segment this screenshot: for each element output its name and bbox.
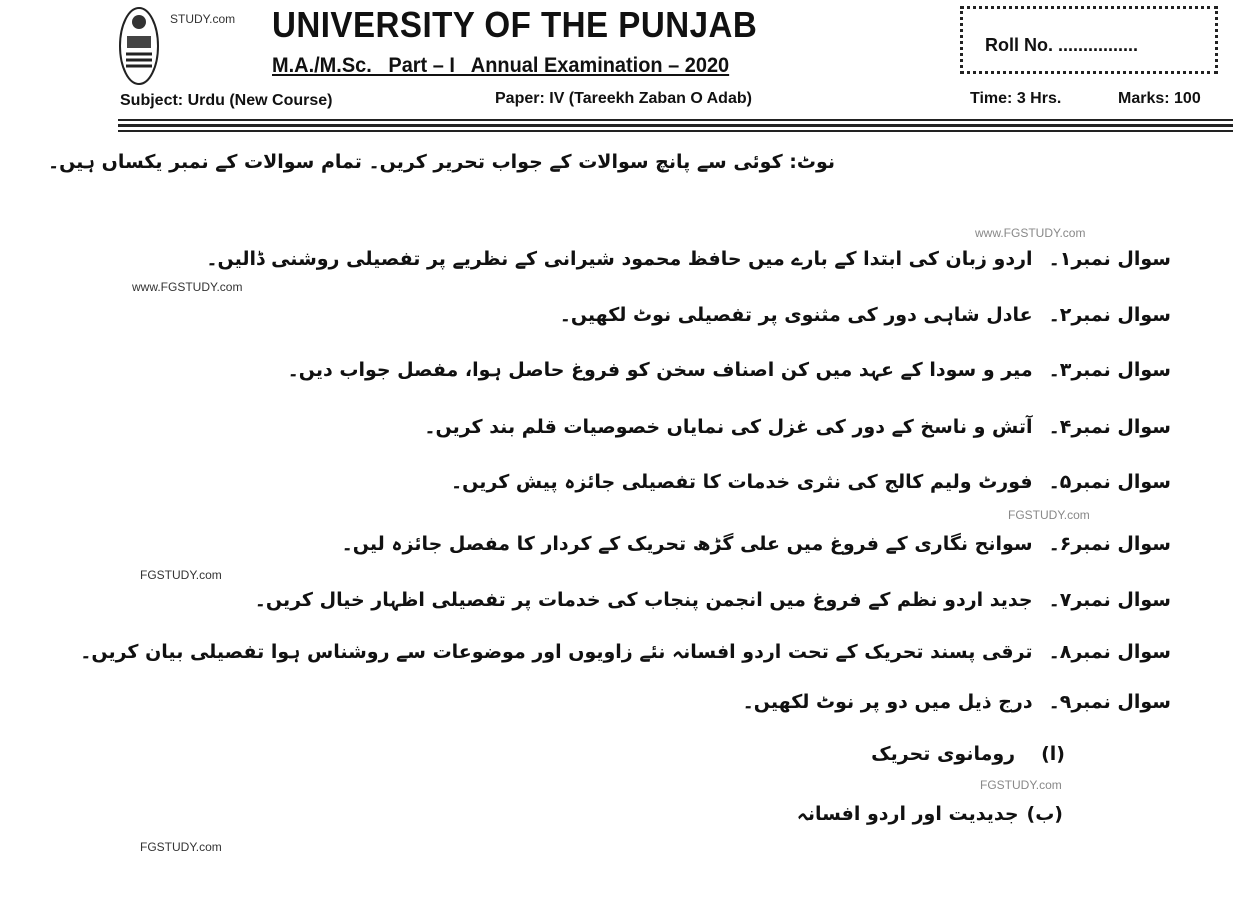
question-9 bbox=[743, 688, 1171, 716]
question-3 bbox=[288, 356, 1171, 384]
question-text: اردو زبان کی ابتدا کے بارے میں حافظ محمود شیرانی کے نظریے پر تفصیلی روشنی ڈالیں۔ bbox=[206, 248, 1033, 270]
question-label: سوال نمبر۵۔ bbox=[1048, 471, 1171, 493]
university-title: UNIVERSITY OF THE PUNJAB bbox=[272, 4, 758, 45]
question-label: سوال نمبر۱۔ bbox=[1048, 248, 1171, 270]
question-text: عادل شاہی دور کی مثنوی پر تفصیلی نوٹ لکھیں۔ bbox=[559, 304, 1033, 326]
divider bbox=[118, 119, 1233, 121]
time-label: Time: 3 Hrs. bbox=[970, 90, 1062, 107]
question-5 bbox=[451, 468, 1171, 496]
sub-item-a bbox=[871, 740, 1065, 768]
divider bbox=[118, 130, 1233, 132]
question-label: سوال نمبر۳۔ bbox=[1048, 359, 1171, 381]
question-text: آتش و ناسخ کے دور کی غزل کی نمایاں خصوصیات قلم بند کریں۔ bbox=[424, 416, 1033, 438]
question-8 bbox=[80, 638, 1171, 666]
question-1 bbox=[206, 245, 1171, 273]
question-text: سوانح نگاری کے فروغ میں علی گڑھ تحریک کے کردار کا مفصل جائزہ لیں۔ bbox=[341, 533, 1033, 555]
university-logo bbox=[118, 6, 160, 86]
paper-label: Paper: IV (Tareekh Zaban O Adab) bbox=[495, 90, 752, 107]
instructions-note: نوٹ: کوئی سے پانچ سوالات کے جواب تحریر کریں۔ تمام سوالات کے نمبر یکساں ہیں۔ bbox=[47, 151, 835, 173]
question-text: میر و سودا کے عہد میں کن اصناف سخن کو فروغ حاصل ہوا، مفصل جواب دیں۔ bbox=[287, 359, 1033, 381]
watermark: FGSTUDY.com bbox=[140, 840, 222, 854]
question-label: سوال نمبر۹۔ bbox=[1048, 691, 1171, 713]
roll-number-label: Roll No. ................ bbox=[985, 35, 1139, 55]
roll-number-box bbox=[960, 6, 1218, 74]
question-text: جدید اردو نظم کے فروغ میں انجمن پنجاب کی خدمات پر تفصیلی اظہار خیال کریں۔ bbox=[254, 589, 1033, 611]
watermark: www.FGSTUDY.com bbox=[975, 226, 1086, 240]
sub-item-label: (ب) bbox=[1026, 803, 1063, 825]
divider bbox=[118, 124, 1233, 127]
watermark: FGSTUDY.com bbox=[1008, 508, 1090, 522]
watermark: STUDY.com bbox=[170, 12, 236, 26]
question-text: ترقی پسند تحریک کے تحت اردو افسانہ نئے زاویوں اور موضوعات سے روشناس ہوا تفصیلی بیان کریں۔ bbox=[80, 641, 1033, 663]
question-text: درج ذیل میں دو پر نوٹ لکھیں۔ bbox=[742, 691, 1033, 713]
question-label: سوال نمبر۴۔ bbox=[1048, 416, 1171, 438]
question-text: فورٹ ولیم کالج کی نثری خدمات کا تفصیلی جائزہ پیش کریں۔ bbox=[451, 471, 1033, 493]
question-7 bbox=[255, 586, 1171, 614]
watermark: FGSTUDY.com bbox=[980, 778, 1062, 792]
question-label: سوال نمبر۷۔ bbox=[1048, 589, 1171, 611]
question-4 bbox=[424, 413, 1171, 441]
sub-item-label: (ا) bbox=[1041, 743, 1065, 765]
watermark: www.FGSTUDY.com bbox=[132, 280, 243, 294]
sub-item-text: جدیدیت اور اردو افسانہ bbox=[796, 803, 1019, 825]
question-6 bbox=[342, 530, 1171, 558]
question-label: سوال نمبر۸۔ bbox=[1048, 641, 1171, 663]
question-2 bbox=[560, 301, 1171, 329]
question-label: سوال نمبر۶۔ bbox=[1048, 533, 1171, 555]
marks-label: Marks: 100 bbox=[1118, 90, 1201, 107]
sub-item-text: رومانوی تحریک bbox=[871, 743, 1016, 765]
question-label: سوال نمبر۲۔ bbox=[1048, 304, 1171, 326]
watermark: FGSTUDY.com bbox=[140, 568, 222, 582]
sub-item-b bbox=[797, 800, 1063, 828]
exam-title: M.A./M.Sc. Part – I Annual Examination – 2020 bbox=[272, 54, 730, 77]
subject-label: Subject: Urdu (New Course) bbox=[120, 92, 333, 109]
